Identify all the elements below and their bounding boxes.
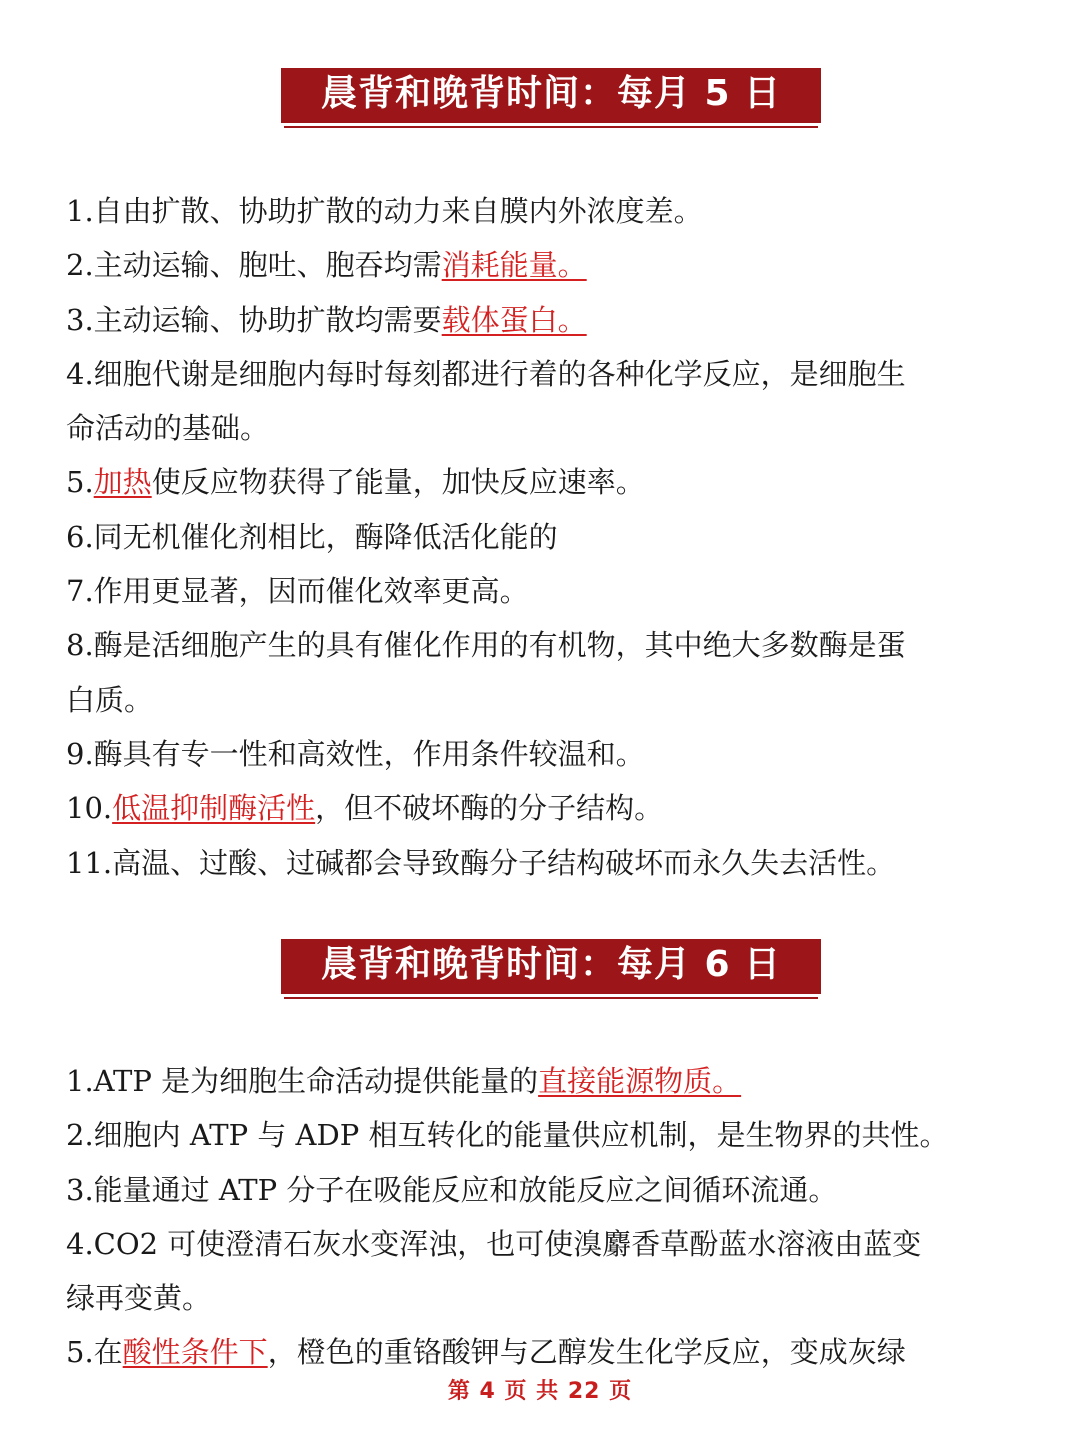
text-segment: 2.主动运输、胞吐、胞吞均需: [66, 248, 442, 283]
text-segment: 5.在: [66, 1335, 123, 1370]
text-line: [66, 1054, 1026, 1108]
text-segment: ，但不破坏酶的分子结构。: [315, 791, 664, 826]
text-segment: 命活动的基础。: [66, 411, 270, 446]
text-line: [66, 781, 1026, 835]
text-line: [66, 618, 1026, 672]
text-line: [66, 673, 1026, 727]
text-line: [66, 455, 1026, 509]
text-line: [66, 836, 1026, 890]
text-segment: 3.能量通过 ATP 分子在吸能反应和放能反应之间循环流通。: [66, 1172, 838, 1207]
text-line: [66, 1271, 1026, 1325]
text-line: [66, 510, 1026, 564]
highlighted-term: 直接能源物质。: [538, 1064, 742, 1098]
text-segment: 使反应物获得了能量，加快反应速率。: [151, 465, 645, 500]
section-title-banner: 晨背和晚背时间：每月 6 日: [281, 939, 821, 994]
section-content: [66, 184, 1026, 890]
text-segment: 4.CO2 可使澄清石灰水变浑浊，也可使溴麝香草酚蓝水溶液由蓝变: [66, 1226, 922, 1261]
text-line: [66, 1325, 1026, 1379]
text-segment: 绿再变黄。: [66, 1281, 212, 1316]
highlighted-term: 低温抑制酶活性: [112, 791, 316, 826]
highlighted-term: 酸性条件下: [122, 1335, 268, 1370]
text-segment: 6.同无机催化剂相比，酶降低活化能的: [66, 519, 558, 554]
text-segment: 5.: [66, 465, 94, 500]
text-line: [66, 727, 1026, 781]
text-segment: 10.: [66, 791, 113, 826]
text-line: [66, 293, 1026, 347]
text-line: [66, 347, 1026, 401]
text-line: [66, 401, 1026, 455]
text-line: [66, 1163, 1026, 1217]
text-line: [66, 184, 1026, 238]
text-segment: 11.高温、过酸、过碱都会导致酶分子结构破坏而永久失去活性。: [66, 845, 896, 880]
section-content: [66, 1054, 1026, 1380]
text-segment: 4.细胞代谢是细胞内每时每刻都进行着的各种化学反应，是细胞生: [66, 356, 906, 391]
text-line: [66, 238, 1026, 292]
text-segment: ，橙色的重铬酸钾与乙醇发生化学反应，变成灰绿: [267, 1335, 906, 1370]
text-segment: 3.主动运输、协助扩散均需要: [66, 302, 442, 337]
text-segment: 8.酶是活细胞产生的具有催化作用的有机物，其中绝大多数酶是蛋: [66, 628, 906, 663]
text-line: [66, 1217, 1026, 1271]
highlighted-term: 载体蛋白。: [441, 302, 587, 337]
text-segment: 7.作用更显著，因而催化效率更高。: [66, 574, 529, 609]
highlighted-term: 加热: [93, 465, 152, 500]
highlighted-term: 消耗能量。: [441, 248, 587, 283]
text-segment: 1.自由扩散、协助扩散的动力来自膜内外浓度差。: [66, 194, 703, 228]
text-segment: 白质。: [66, 682, 154, 717]
text-segment: 9.酶具有专一性和高效性，作用条件较温和。: [66, 736, 645, 771]
text-segment: 1.ATP 是为细胞生命活动提供能量的: [66, 1064, 539, 1098]
text-segment: 2.细胞内 ATP 与 ADP 相互转化的能量供应机制，是生物界的共性。: [66, 1118, 949, 1153]
text-line: [66, 564, 1026, 618]
text-line: [66, 1108, 1026, 1162]
page-number: 第 4 页 共 22 页: [447, 1379, 633, 1404]
section-title-banner: 晨背和晚背时间：每月 5 日: [281, 68, 821, 123]
